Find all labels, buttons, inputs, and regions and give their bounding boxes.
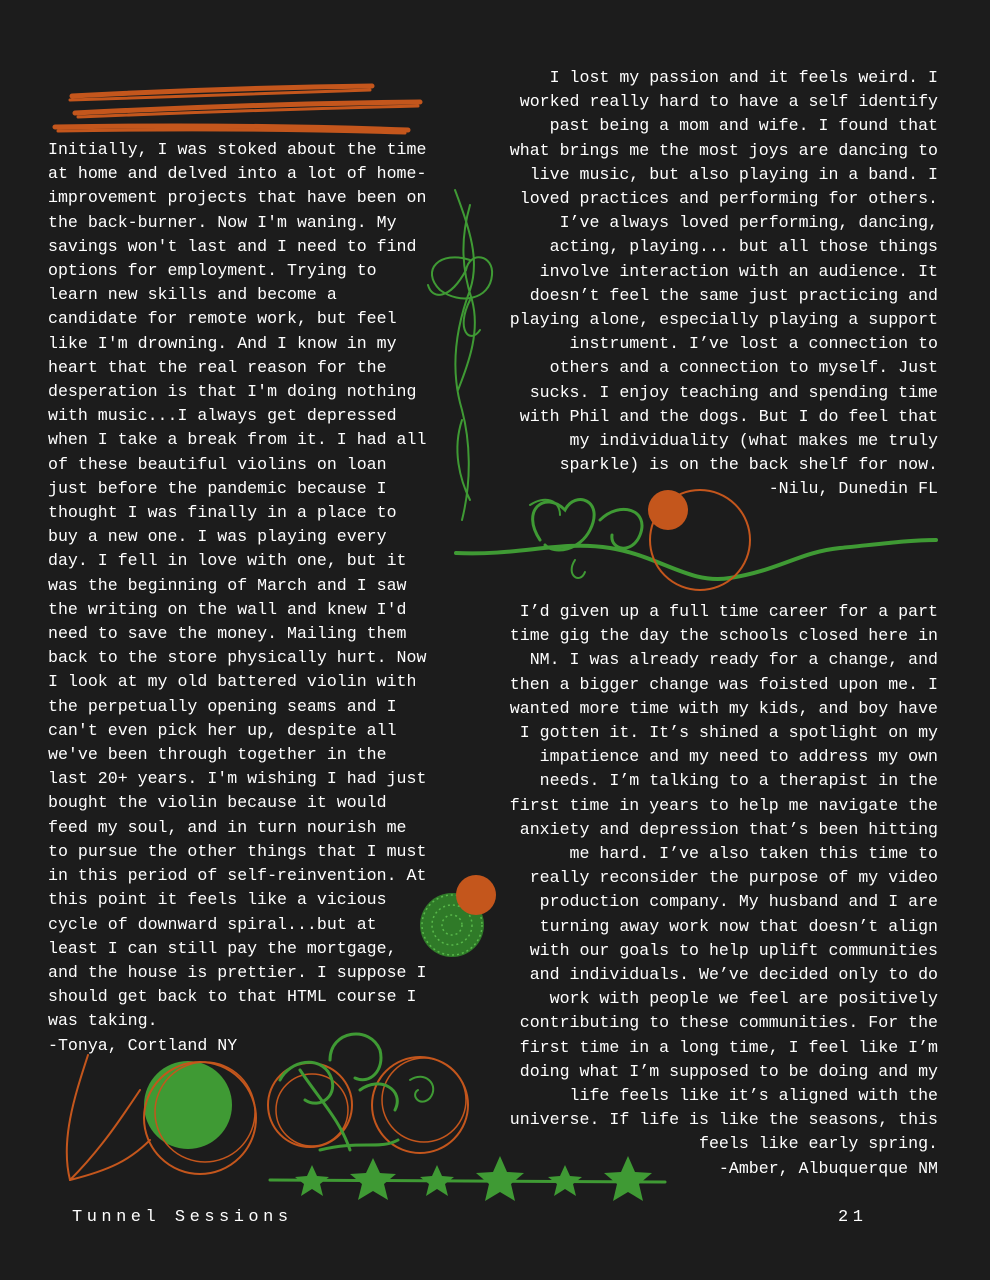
- story-signature: -Tonya, Cortland NY: [48, 1035, 238, 1055]
- text-line: with Phil and the dogs. But I do feel that: [519, 406, 938, 426]
- footer-title: Tunnel Sessions: [72, 1208, 293, 1227]
- text-line: like I'm drowning. And I know in my: [48, 333, 397, 353]
- text-line: of these beautiful violins on loan: [48, 454, 387, 474]
- text-line: back to the store physically hurt. Now: [48, 648, 427, 668]
- text-line: playing alone, especially playing a support: [509, 310, 938, 330]
- text-line: least I can still pay the mortgage,: [48, 938, 397, 958]
- text-line: loved practices and performing for others.: [519, 189, 938, 209]
- text-line: buy a new one. I was playing every: [48, 527, 387, 547]
- text-line: acting, playing... but all those things: [549, 237, 938, 257]
- text-line: needs. I’m talking to a therapist in the: [539, 771, 938, 791]
- text-line: life feels like it’s aligned with the: [569, 1086, 938, 1106]
- text-line: desperation is that I'm doing nothing: [48, 382, 417, 402]
- story-body: [48, 138, 460, 1034]
- text-line: thought I was finally in a place to: [48, 503, 397, 523]
- text-line: first time in a long time, I feel like I’m: [519, 1037, 938, 1057]
- story-signature: -Amber, Albuquerque NM: [718, 1158, 938, 1178]
- text-line: to pursue the other things that I must: [48, 841, 427, 861]
- story-body: [468, 600, 938, 1157]
- text-line: and the house is prettier. I suppose I: [48, 962, 427, 982]
- text-line: contributing to these communities. For the: [519, 1013, 938, 1033]
- text-line: worked really hard to have a self identify: [519, 92, 938, 112]
- text-line: was taking.: [48, 1011, 158, 1031]
- story-nilu: [468, 66, 938, 502]
- text-line: impatience and my need to address my own: [539, 747, 938, 767]
- text-line: the writing on the wall and knew I'd: [48, 599, 407, 619]
- text-line: doing what I’m supposed to be doing and my: [519, 1061, 938, 1081]
- text-line: wanted more time with my kids, and boy have: [509, 698, 938, 718]
- text-line: savings won't last and I need to find: [48, 236, 417, 256]
- text-line: I lost my passion and it feels weird. I: [549, 68, 938, 87]
- text-line: with music...I always get depressed: [48, 406, 397, 426]
- text-line: turning away work now that doesn’t align: [539, 916, 938, 936]
- text-line: learn new skills and become a: [48, 285, 337, 305]
- text-line: we've been through together in the: [48, 745, 387, 765]
- text-line: what brings me the most joys are dancing to: [509, 140, 938, 160]
- star-icon: [350, 1158, 396, 1200]
- text-line: my individuality (what makes me truly: [569, 431, 938, 451]
- text-line: can't even pick her up, despite all: [48, 720, 397, 740]
- text-line: NM. I was already ready for a change, and: [529, 650, 938, 670]
- text-line: I’ve always loved performing, dancing,: [559, 213, 938, 233]
- text-line: first time in years to help me navigate the: [509, 795, 938, 815]
- text-line: sucks. I enjoy teaching and spending time: [529, 382, 938, 402]
- text-line: should get back to that HTML course I: [48, 987, 417, 1007]
- orange-scribble-lines: [55, 86, 420, 133]
- text-line: heart that the real reason for the: [48, 357, 387, 377]
- text-line: just before the pandemic because I: [48, 478, 387, 498]
- text-line: involve interaction with an audience. It: [539, 261, 938, 281]
- text-line: in this period of self-reinvention. At: [48, 866, 427, 886]
- text-line: and individuals. We’ve decided only to do: [529, 965, 938, 985]
- text-line: the back-burner. Now I'm waning. My: [48, 212, 397, 232]
- text-line: day. I fell in love with one, but it: [48, 551, 407, 571]
- text-line: feels like early spring.: [699, 1134, 938, 1154]
- text-line: was the beginning of March and I saw: [48, 575, 407, 595]
- star-icon: [420, 1165, 454, 1196]
- text-line: live music, but also playing in a band. I: [529, 164, 938, 184]
- text-line: then a bigger change was foisted upon me. I: [509, 674, 938, 694]
- page-number: 21: [838, 1208, 868, 1227]
- text-line: cycle of downward spiral...but at: [48, 914, 377, 934]
- text-line: I’d given up a full time career for a part: [519, 602, 938, 621]
- text-line: candidate for remote work, but feel: [48, 309, 397, 329]
- text-line: doesn’t feel the same just practicing and: [529, 285, 938, 305]
- text-line: when I take a break from it. I had all: [48, 430, 427, 450]
- text-line: really reconsider the purpose of my video: [529, 868, 938, 888]
- star-icon: [295, 1165, 329, 1196]
- green-heart-vine: [456, 490, 936, 590]
- text-line: I look at my old battered violin with: [48, 672, 417, 692]
- text-line: bought the violin because it would: [48, 793, 387, 813]
- story-signature: -Nilu, Dunedin FL: [768, 479, 938, 499]
- text-line: at home and delved into a lot of home-: [48, 164, 427, 184]
- text-line: work with people we feel are positively: [549, 989, 938, 1009]
- text-line: improvement projects that have been on: [48, 188, 427, 208]
- text-line: last 20+ years. I'm wishing I had just: [48, 769, 427, 789]
- text-line: anxiety and depression that’s been hitting: [519, 819, 938, 839]
- text-line: feed my soul, and in turn nourish me: [48, 817, 407, 837]
- text-line: past being a mom and wife. I found that: [549, 116, 938, 136]
- text-line: options for employment. Trying to: [48, 261, 377, 281]
- text-line: me hard. I’ve also taken this time to: [569, 844, 938, 864]
- story-amber: [468, 600, 938, 1181]
- text-line: the perpetually opening seams and I: [48, 696, 397, 716]
- text-line: Initially, I was stoked about the time: [48, 140, 427, 159]
- text-line: time gig the day the schools closed here in: [509, 626, 938, 646]
- text-line: with our goals to help uplift communities: [529, 940, 938, 960]
- text-line: this point it feels like a vicious: [48, 890, 387, 910]
- text-line: I gotten it. It’s shined a spotlight on my: [519, 723, 938, 743]
- text-line: sparkle) is on the back shelf for now.: [559, 455, 938, 475]
- text-line: universe. If life is like the seasons, this: [509, 1110, 938, 1130]
- text-line: production company. My husband and I are: [539, 892, 938, 912]
- text-line: need to save the money. Mailing them: [48, 624, 407, 644]
- text-line: others and a connection to myself. Just: [549, 358, 938, 378]
- text-line: instrument. I’ve lost a connection to: [569, 334, 938, 354]
- story-tonya: [48, 138, 460, 1058]
- story-body: [468, 66, 938, 477]
